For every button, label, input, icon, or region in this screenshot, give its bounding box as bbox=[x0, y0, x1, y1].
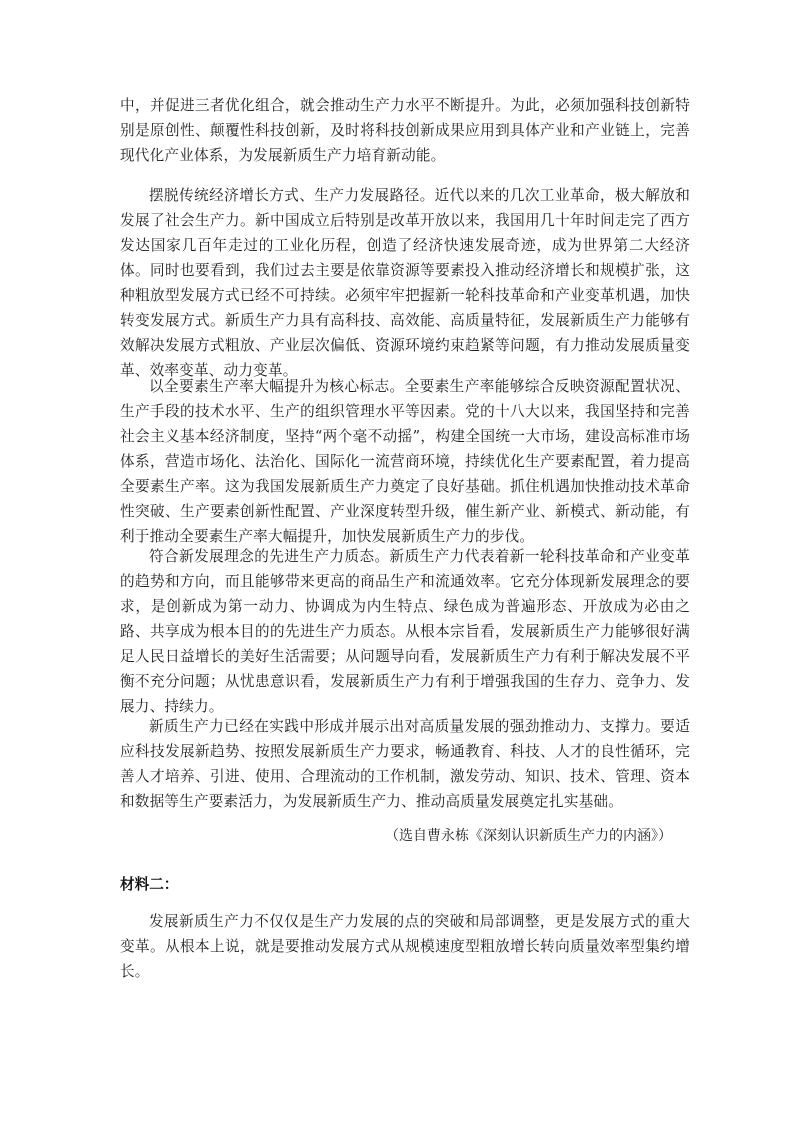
paragraph-intro-continuation: 中，并促进三者优化组合，就会推动生产力水平不断提升。为此，必须加强科技创新特别是原创性、颠覆性科技创新，及时将科技创新成果应用到具体产业和产业链上，完善现代化产业体系，为发展新质生产力培育新动能。 bbox=[120, 97, 690, 164]
paragraph-growth-mode: 摆脱传统经济增长方式、生产力发展路径。近代以来的几次工业革命，极大解放和发展了社会生产力。新中国成立后特别是改革开放以来，我国用几十年时间走完了西方发达国家几百年走过的工业化历程，创造了经济快速发展奇迹，成为世界第二大经济体。同时也要看到，我们过去主要是依靠资源等要素投入推动经济增长和规模扩张，这种粗放型发展方式已经不可持续。必须牢牢把握新一轮科技革命和产业变革机遇，加快转变发展方式。新质生产力具有高科技、高效能、高质量特征，发展新质生产力能够有效解决发展方式粗放、产业层次偏低、资源环境约束趋紧等问题，有力推动发展质量变革、效率变革、动力变革。 bbox=[120, 187, 690, 379]
paragraph-new-development-concept: 符合新发展理念的先进生产力质态。新质生产力代表着新一轮科技革命和产业变革的趋势和方向，而且能够带来更高的商品生产和流通效率。它充分体现新发展理念的要求，是创新成为第一动力、协调成为内生特点、绿色成为普遍形态、开放成为必由之路、共享成为根本目的的先进生产力质态。从根本宗旨看，发展新质生产力能够很好满足人民日益增长的美好生活需要；从问题导向看，发展新质生产力有利于解决发展不平衡不充分问题；从忧患意识看，发展新质生产力有利于增强我国的生存力、竞争力、发展力、持续力。 bbox=[120, 548, 690, 715]
paragraph-material-two: 发展新质生产力不仅仅是生产力发展的点的突破和局部调整，更是发展方式的重大变革。从根本上说，就是要推动发展方式从规模速度型粗放增长转向质量效率型集约增长。 bbox=[120, 913, 690, 980]
paragraph-total-factor-productivity: 以全要素生产率大幅提升为核心标志。全要素生产率能够综合反映资源配置状况、生产手段的技术水平、生产的组织管理水平等因素。党的十八大以来，我国坚持和完善社会主义基本经济制度，坚持“两个毫不动摇”，构建全国统一大市场，建设高标准市场体系，营造市场化、法治化、国际化一流营商环境，持续优化生产要素配置，着力提高全要素生产率。这为我国发展新质生产力奠定了良好基础。抓住机遇加快推动技术革命性突破、生产要素创新性配置、产业深度转型升级，催生新产业、新模式、新动能，有利于推动全要素生产率大幅提升，加快发展新质生产力的步伐。 bbox=[120, 378, 690, 545]
paragraph-practice: 新质生产力已经在实践中形成并展示出对高质量发展的强劲推动力、支撑力。要适应科技发展新趋势、按照发展新质生产力要求，畅通教育、科技、人才的良性循环，完善人才培养、引进、使用、合理流动的工作机制，激发劳动、知识、技术、管理、资本和数据等生产要素活力，为发展新质生产力、推动高质量发展奠定扎实基础。 bbox=[120, 718, 690, 810]
source-citation: （选自曹永栋《深刻认识新质生产力的内涵》） bbox=[385, 828, 672, 844]
section-heading-material-two: 材料二： bbox=[120, 876, 179, 893]
